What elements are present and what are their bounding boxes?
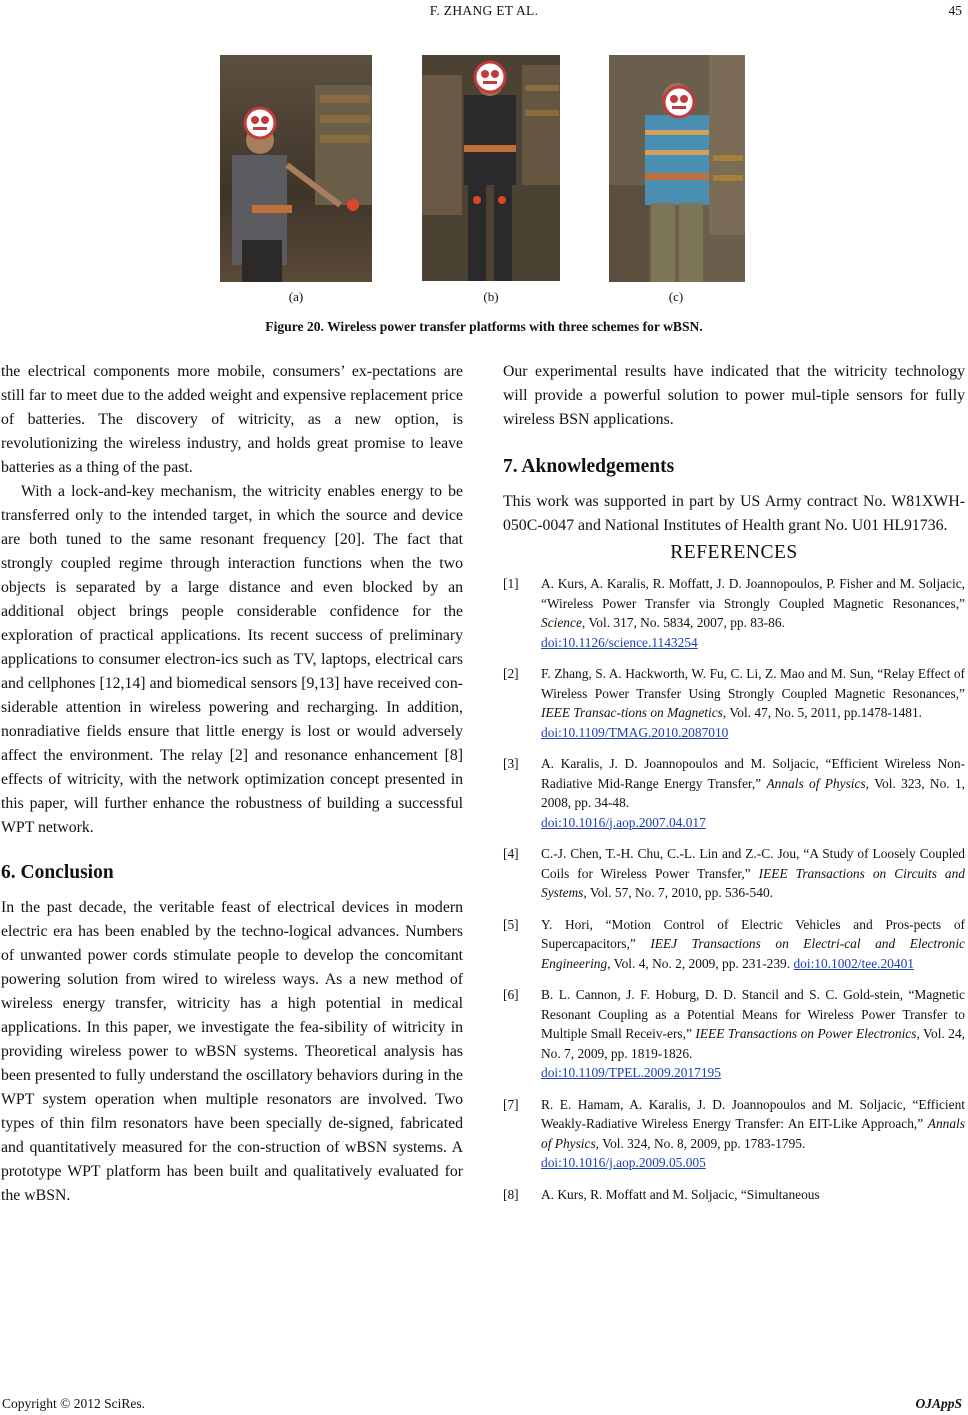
reference-details: , Vol. 4, No. 2, 2009, pp. 231-239. xyxy=(607,955,794,971)
journal-name: OJAppS xyxy=(915,1396,962,1411)
reference-authors-title: F. Zhang, S. A. Hackworth, W. Fu, C. Li, Z. Mao and M. Sun, “Relay Effect of Wireless Power Transfer Using Strongly Coupled Magnetic Resonances,” xyxy=(541,666,965,701)
reference-number: [4] xyxy=(503,846,519,861)
reference-list xyxy=(503,574,965,1204)
running-header xyxy=(0,3,968,23)
reference-item xyxy=(503,915,965,974)
reference-journal: IEEE Transactions on Power Electronics xyxy=(695,1026,917,1041)
panel-label-b: (b) xyxy=(483,289,499,304)
paragraph: This work was supported in part by US Army contract No. W81XWH-050C-0047 and National Institutes of Health grant No. U01 HL91736. xyxy=(503,493,965,534)
reference-doi-link[interactable]: doi:10.1109/TMAG.2010.2087010 xyxy=(541,724,729,740)
section-heading-acknowledgements: 7. Aknowledgements xyxy=(503,456,675,477)
reference-number: [1] xyxy=(503,576,519,591)
reference-doi-link[interactable]: doi:10.1126/science.1143254 xyxy=(541,634,698,650)
copyright: Copyright © 2012 SciRes. xyxy=(2,1396,146,1411)
reference-item xyxy=(503,985,965,1083)
reference-text xyxy=(541,915,965,974)
reference-authors-title: A. Kurs, A. Karalis, R. Moffatt, J. D. Joannopoulos, P. Fisher and M. Soljacic, “Wireless Power Transfer via Strongly Coupled Magnetic Resonances,” xyxy=(541,576,965,611)
reference-item xyxy=(503,844,965,903)
reference-text xyxy=(541,844,965,903)
reference-journal: Annals of Physics xyxy=(541,1116,965,1151)
reference-authors-title: C.-J. Chen, T.-H. Chu, C.-L. Lin and Z.-C. Jou, “A Study of Loosely Coupled Coils for Wireless Power Transfer,” xyxy=(541,846,965,881)
reference-doi-link[interactable]: doi:10.1109/TPEL.2009.2017195 xyxy=(541,1065,721,1080)
reference-authors-title: A. Karalis, J. D. Joannopoulos and M. Soljacic, “Efficient Wireless Non-Radiative Mid-Range Energy Transfer,” xyxy=(541,756,965,791)
reference-details: , Vol. 317, No. 5834, 2007, pp. 83-86. xyxy=(581,615,785,630)
reference-authors-title: Y. Hori, “Motion Control of Electric Vehicles and Pros-pects of Supercapacitors,” xyxy=(541,916,965,951)
reference-text xyxy=(541,664,965,742)
paragraph: In the past decade, the veritable feast of electrical devices in modern electric era has been enabled by the techno-logical advances. Numbers of unwanted power cords stimulate people to develop the concomitant powering solution from wired to wireless ways. As a new method of wireless energy transfer, witricity has a high potential in medical applications. In this paper, we investigate the fea-sibility of witricity in providing wireless power to wBSN systems. Theoretical analysis has been presented to fully understand the oscillatory behaviors during in the WPT system operation when multiple resonators are involved. Two types of thin film resonators have been specially de-signed, fabricated and quantitatively measured for the con-struction of wBSN systems. A prototype WPT platform has been built and qualitatively evaluated for the wBSN. xyxy=(1,899,463,1204)
reference-journal: IEEE Transac-tions on Magnetics xyxy=(541,705,723,720)
references-heading: REFERENCES xyxy=(670,542,798,563)
reference-journal: IEEJ Transactions on Electri-cal and Electronic Engineering xyxy=(541,936,965,971)
right-column xyxy=(503,360,965,1216)
running-title: F. ZHANG ET AL. xyxy=(429,3,539,18)
reference-item xyxy=(503,664,965,742)
page-number: 45 xyxy=(948,3,962,18)
paragraph: the electrical components more mobile, consumers’ ex-pectations are still far to meet due to the added weight and expensive replacement price of batteries. The discovery of witricity, as a new option, is revolutionizing the wireless industry, and holds great promise to leave batteries as a thing of the past. xyxy=(1,363,463,476)
reference-number: [8] xyxy=(503,1186,519,1202)
reference-item xyxy=(503,574,965,652)
figure-photo-c xyxy=(609,55,745,282)
figure-caption: Figure 20. Wireless power transfer platforms with three schemes for wBSN. xyxy=(265,319,703,334)
reference-text xyxy=(541,1185,965,1205)
reference-text xyxy=(541,754,965,832)
panel-label-c: (c) xyxy=(668,289,684,304)
reference-doi-link[interactable]: doi:10.1002/tee.20401 xyxy=(793,955,914,971)
reference-number: [6] xyxy=(503,987,519,1002)
reference-authors-title: R. E. Hamam, A. Karalis, J. D. Joannopoulos and M. Soljacic, “Efficient Weakly-Radiative Wireless Energy Transfer: An EIT-Like Approach,” xyxy=(541,1096,965,1131)
reference-authors-title: A. Kurs, R. Moffatt and M. Soljacic, “Simultaneous xyxy=(541,1186,820,1202)
section-heading-conclusion: 6. Conclusion xyxy=(1,862,114,883)
reference-details: , Vol. 47, No. 5, 2011, pp.1478-1481. xyxy=(722,705,923,720)
figure-photo-b xyxy=(422,55,560,281)
reference-details: , Vol. 57, No. 7, 2010, pp. 536-540. xyxy=(583,885,773,900)
reference-item xyxy=(503,1185,965,1205)
reference-doi-link[interactable]: doi:10.1016/j.aop.2007.04.017 xyxy=(541,814,706,830)
reference-text xyxy=(541,985,965,1083)
reference-number: [7] xyxy=(503,1096,519,1112)
paragraph: With a lock-and-key mechanism, the witricity enables energy to be transferred only to the intended target, in which the source and device are both tuned to the same resonant frequency [20]. The fact that strongly coupled regime through interaction functions when the two objects is separated by a large distance and even blocked by an additional object brings people considerable confidence for the exploration of practical applications. Its recent success of preliminary applications to consumer electron-ics such as TV, laptops, electrical cars and cellphones [12,14] and biomedical sensors [9,13] have received con-siderable attention in wireless powering and recharging. In addition, nonradiative fields ensure that little energy is lost or would adversely affect the environment. The relay [2] and resonance enhancement [8] effects of witricity, with the network optimization concept presented in this paper, will further enhance the robustness of building a successful WPT network. xyxy=(1,483,463,836)
reference-item xyxy=(503,1095,965,1173)
reference-journal: IEEE Transactions on Circuits and Systems xyxy=(541,865,965,900)
reference-details: , Vol. 324, No. 8, 2009, pp. 1783-1795. xyxy=(595,1135,806,1151)
reference-details: , Vol. 24, No. 7, 2009, pp. 1819-1826. xyxy=(541,1026,966,1061)
reference-journal: Annals of Physics xyxy=(766,775,866,791)
reference-number: [2] xyxy=(503,666,519,681)
reference-details: , Vol. 323, No. 1, 2008, pp. 34-48. xyxy=(541,775,965,810)
reference-text xyxy=(541,1095,965,1173)
reference-number: [3] xyxy=(503,756,519,771)
left-column xyxy=(1,360,463,1208)
reference-authors-title: B. L. Cannon, J. F. Hoburg, D. D. Stancil and S. C. Gold-stein, “Magnetic Resonant Coupling as a Potential Means for Wireless Power Transfer to Multiple Small Receiv-ers,” xyxy=(541,987,965,1041)
reference-doi-link[interactable]: doi:10.1016/j.aop.2009.05.005 xyxy=(541,1155,706,1170)
panel-label-a: (a) xyxy=(288,289,304,304)
reference-text xyxy=(541,574,965,652)
reference-journal: Science xyxy=(541,615,582,630)
reference-number: [5] xyxy=(503,916,519,932)
figure-photo-a xyxy=(220,55,372,282)
reference-item xyxy=(503,754,965,832)
paragraph: Our experimental results have indicated that the witricity technology will provide a powerful solution to power mul-tiple sensors for fully wireless BSN applications. xyxy=(503,363,965,428)
